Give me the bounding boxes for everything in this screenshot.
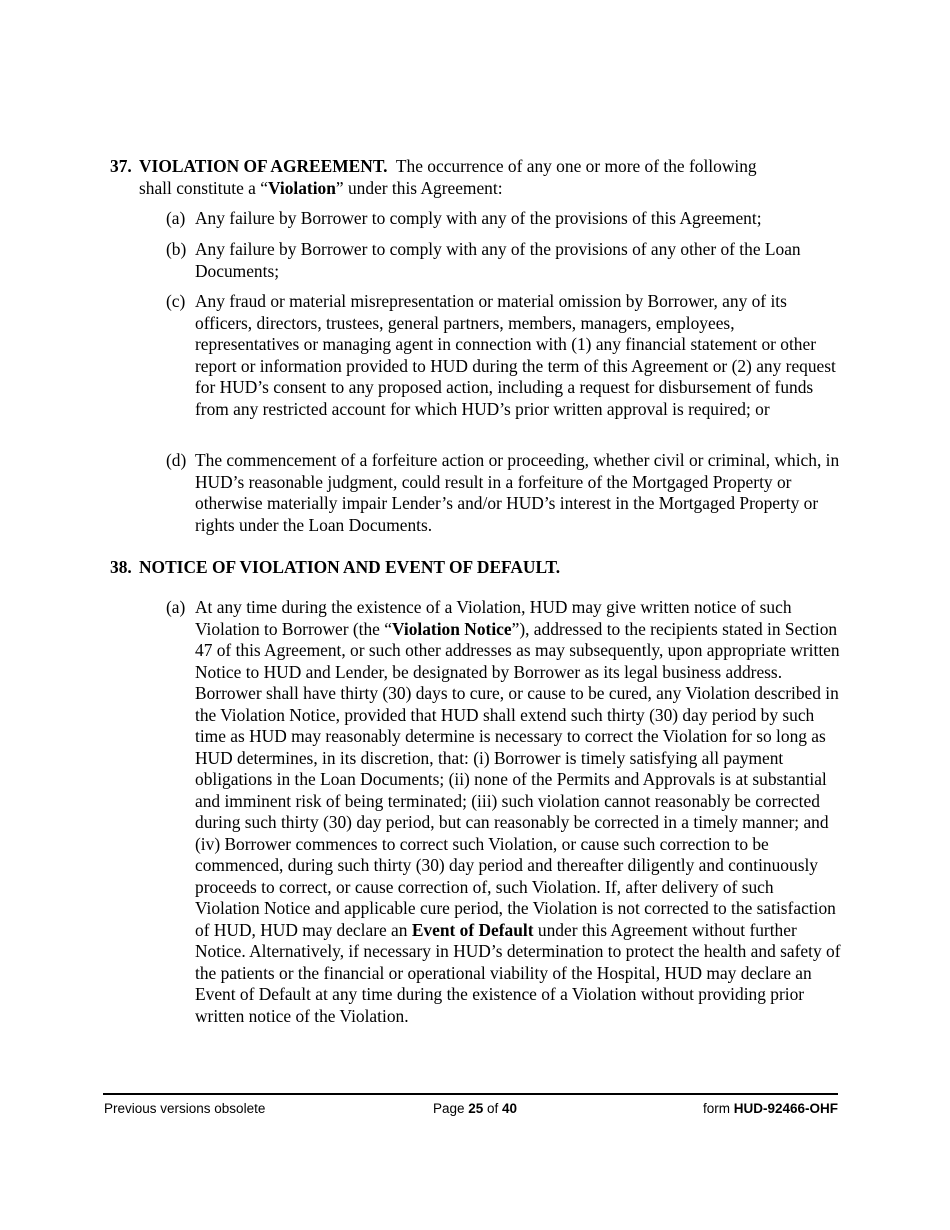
item-label: (a) — [166, 208, 186, 228]
section-37-intro-line2: shall constitute a “ — [139, 177, 268, 198]
footer-form-number: form HUD-92466-OHF — [702, 1101, 838, 1116]
section-38-item-a — [166, 597, 841, 1027]
item-label: (d) — [166, 450, 187, 470]
total-pages: 40 — [502, 1101, 518, 1116]
section-37-intro: The occurrence of any one or more of the following — [395, 156, 757, 176]
section-37-item-b — [166, 239, 841, 282]
footer-obsolete-note: Previous versions obsolete — [104, 1101, 266, 1116]
item-label: (b) — [166, 239, 187, 259]
section-37-item-a — [166, 208, 841, 230]
section-38-heading — [110, 557, 840, 579]
violation-term: Violation — [267, 177, 336, 198]
section-37-intro-line2-end: ” under this Agreement: — [335, 177, 503, 198]
section-38-number: 38. — [110, 557, 132, 577]
item-label: (c) — [166, 291, 186, 311]
item-text: At any time during the existence of a Violation, HUD may give written notice of such Violation to Borrower (the “Violation Notice”), addressed to the recipients stated in Section 47 of this Agreement, or such other addresses as may subsequently, upon appropriate written Notice to HUD and Lender, be designated by Borrower as its legal business address. Borrower shall have thirty (30) days to cure, or cause to be cured, any Violation described in the Violation Notice, provided that HUD shall extend such thirty (30) day period by such time as HUD may reasonably determine is necessary to correct the Violation for so long as HUD determines, in its discretion, that: (i) Borrower is timely satisfying all payment obligations in the Loan Documents; (ii) none of the Permits and Approvals is at substantial and imminent risk of being terminated; (iii) such violation cannot reasonably be corrected during such thirty (30) day period, but can reasonably be corrected in a timely manner; and (iv) Borrower commences to correct such Violation, or cause such correction to be commenced, during such thirty (30) day period and thereafter diligently and continuously proceeds to correct, or cause correction of, such Violation. If, after delivery of such Violation Notice and applicable cure period, the Violation is not corrected to the satisfaction of HUD, HUD may declare an Event of Default under this Agreement without further Notice. Alternatively, if necessary in HUD’s determination to protect the health and safety of the patients or the financial or operational viability of the Hospital, HUD may declare an Event of Default at any time during the existence of a Violation without providing prior written notice of the Violation. — [195, 597, 841, 1026]
current-page: 25 — [468, 1101, 484, 1116]
form-id: HUD-92466-OHF — [733, 1101, 838, 1116]
footer-page-number: Page 25 of 40 — [432, 1101, 518, 1116]
footer-divider — [103, 1093, 838, 1095]
section-37-title: VIOLATION OF AGREEMENT. — [139, 156, 388, 176]
violation-notice-term: Violation Notice — [391, 618, 512, 639]
section-37-heading — [110, 156, 840, 199]
item-label: (a) — [166, 597, 186, 617]
section-37-item-c — [166, 291, 841, 420]
section-37-item-d — [166, 450, 841, 536]
section-38-title: NOTICE OF VIOLATION AND EVENT OF DEFAULT. — [139, 557, 561, 577]
section-37-number: 37. — [110, 156, 132, 176]
item-text: The commencement of a forfeiture action or proceeding, whether civil or criminal, which, in HUD’s reasonable judgment, could result in a forfeiture of the Mortgaged Property or otherwise materially impair Lender’s and/or HUD’s interest in the Mortgaged Property or rights under the Loan Documents. — [195, 450, 840, 535]
item-text: Any failure by Borrower to comply with any of the provisions of this Agreement; — [195, 208, 762, 228]
item-text: Any fraud or material misrepresentation or material omission by Borrower, any of its officers, directors, trustees, general partners, members, managers, employees, representatives or managing agent in connection with (1) any financial statement or other report or information provided to HUD during the term of this Agreement or (2) any request for HUD’s consent to any proposed action, including a request for disbursement of funds from any restricted account for which HUD’s prior written approval is required; or — [195, 291, 836, 419]
item-text: Any failure by Borrower to comply with any of the provisions of any other of the Loan Documents; — [195, 239, 801, 281]
event-of-default-term: Event of Default — [411, 919, 534, 940]
